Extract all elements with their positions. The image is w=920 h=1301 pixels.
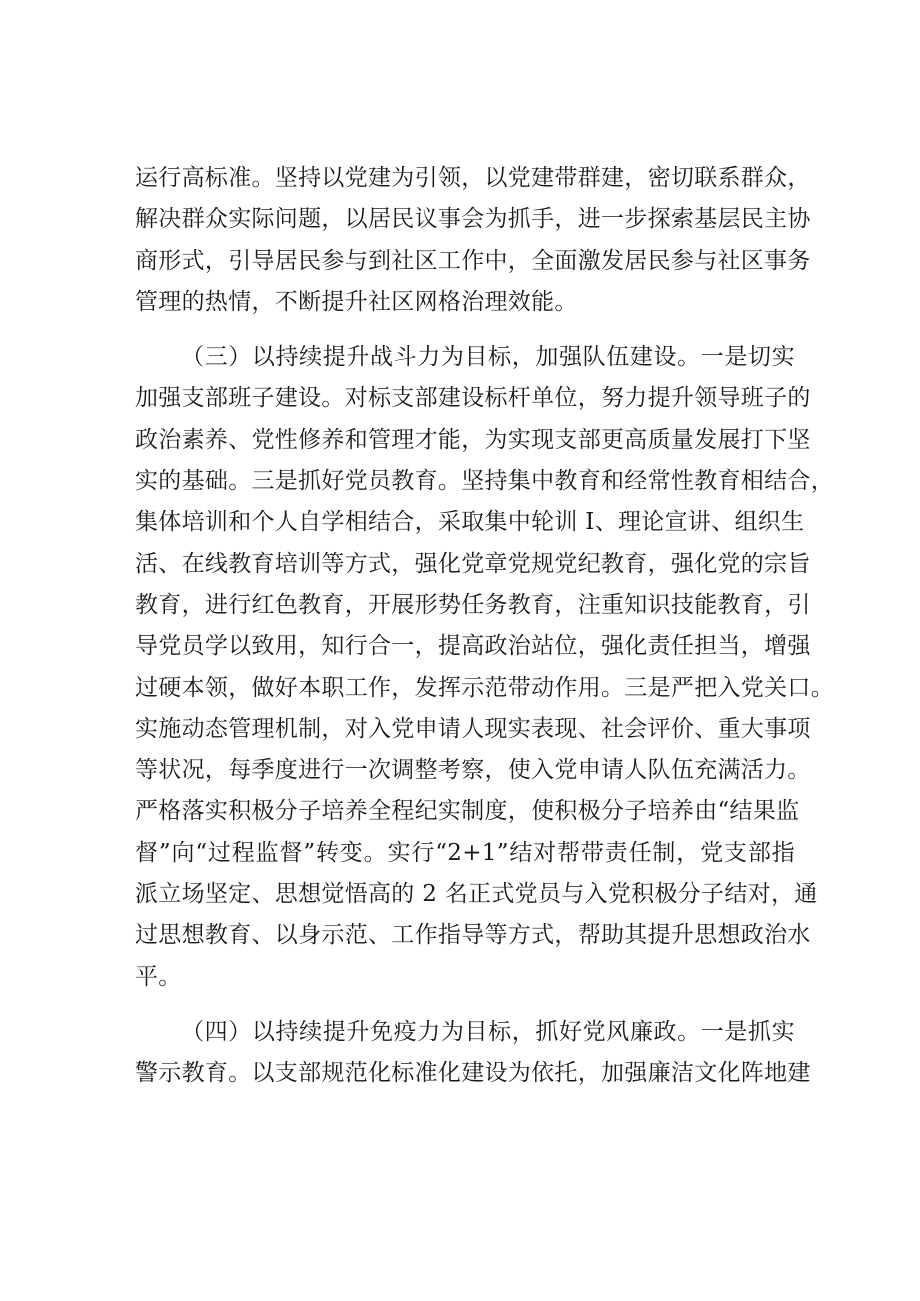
text-line: 实施动态管理机制，对入党申请人现实表现、社会评价、重大事项 xyxy=(135,715,811,742)
text-line: 集体培训和个人自学相结合，采取集中轮训 I、理论宣讲、组织生 xyxy=(135,509,805,536)
text-line: 等状况，每季度进行一次调整考察，使入党申请人队伍充满活力。 xyxy=(135,757,811,784)
text-line: （四）以持续提升免疫力为目标，抓好党风廉政。一是抓实 xyxy=(181,1018,795,1045)
text-line: 平。 xyxy=(135,963,182,990)
text-line: 严格落实积极分子培养全程纪实制度，使积极分子培养由“结果监 xyxy=(135,798,800,825)
text-line: 活、在线教育培训等方式，强化党章党规党纪教育，强化党的宗旨 xyxy=(135,550,811,577)
text-line: 督”向“过程监督”转变。实行“2+1”结对帮带责任制，党支部指 xyxy=(135,839,795,866)
paragraph-3 xyxy=(135,1012,811,1095)
text-line: （三）以持续提升战斗力为目标，加强队伍建设。一是切实 xyxy=(181,344,795,371)
paragraph-2 xyxy=(135,337,834,998)
text-line: 派立场坚定、思想觉悟高的 2 名正式党员与入党积极分子结对，通 xyxy=(135,881,818,908)
paragraph-1 xyxy=(135,158,811,323)
text-line: 运行高标准。坚持以党建为引领，以党建带群建，密切联系群众， xyxy=(135,165,811,191)
text-line: 教育，进行红色教育，开展形势任务教育，注重知识技能教育，引 xyxy=(135,591,811,618)
text-line: 导党员学以致用，知行合一，提高政治站位，强化责任担当，增强 xyxy=(135,633,811,660)
text-line: 加强支部班子建设。对标支部建设标杆单位，努力提升领导班子的 xyxy=(135,385,811,412)
text-line: 实的基础。三是抓好党员教育。坚持集中教育和经常性教育相结合， xyxy=(135,468,834,495)
document-body xyxy=(135,158,834,1095)
text-line: 警示教育。以支部规范化标准化建设为依托，加强廉洁文化阵地建 xyxy=(135,1060,811,1087)
text-line: 过思想教育、以身示范、工作指导等方式，帮助其提升思想政治水 xyxy=(135,922,811,949)
text-line: 管理的热情，不断提升社区网格治理效能。 xyxy=(135,288,578,315)
text-line: 政治素养、党性修养和管理才能，为实现支部更高质量发展打下坚 xyxy=(135,426,811,453)
text-line: 过硬本领，做好本职工作，发挥示范带动作用。三是严把入党关口。 xyxy=(135,674,834,701)
text-line: 解决群众实际问题，以居民议事会为抓手，进一步探索基层民主协 xyxy=(135,206,811,233)
text-line: 商形式，引导居民参与到社区工作中，全面激发居民参与社区事务 xyxy=(135,247,811,274)
